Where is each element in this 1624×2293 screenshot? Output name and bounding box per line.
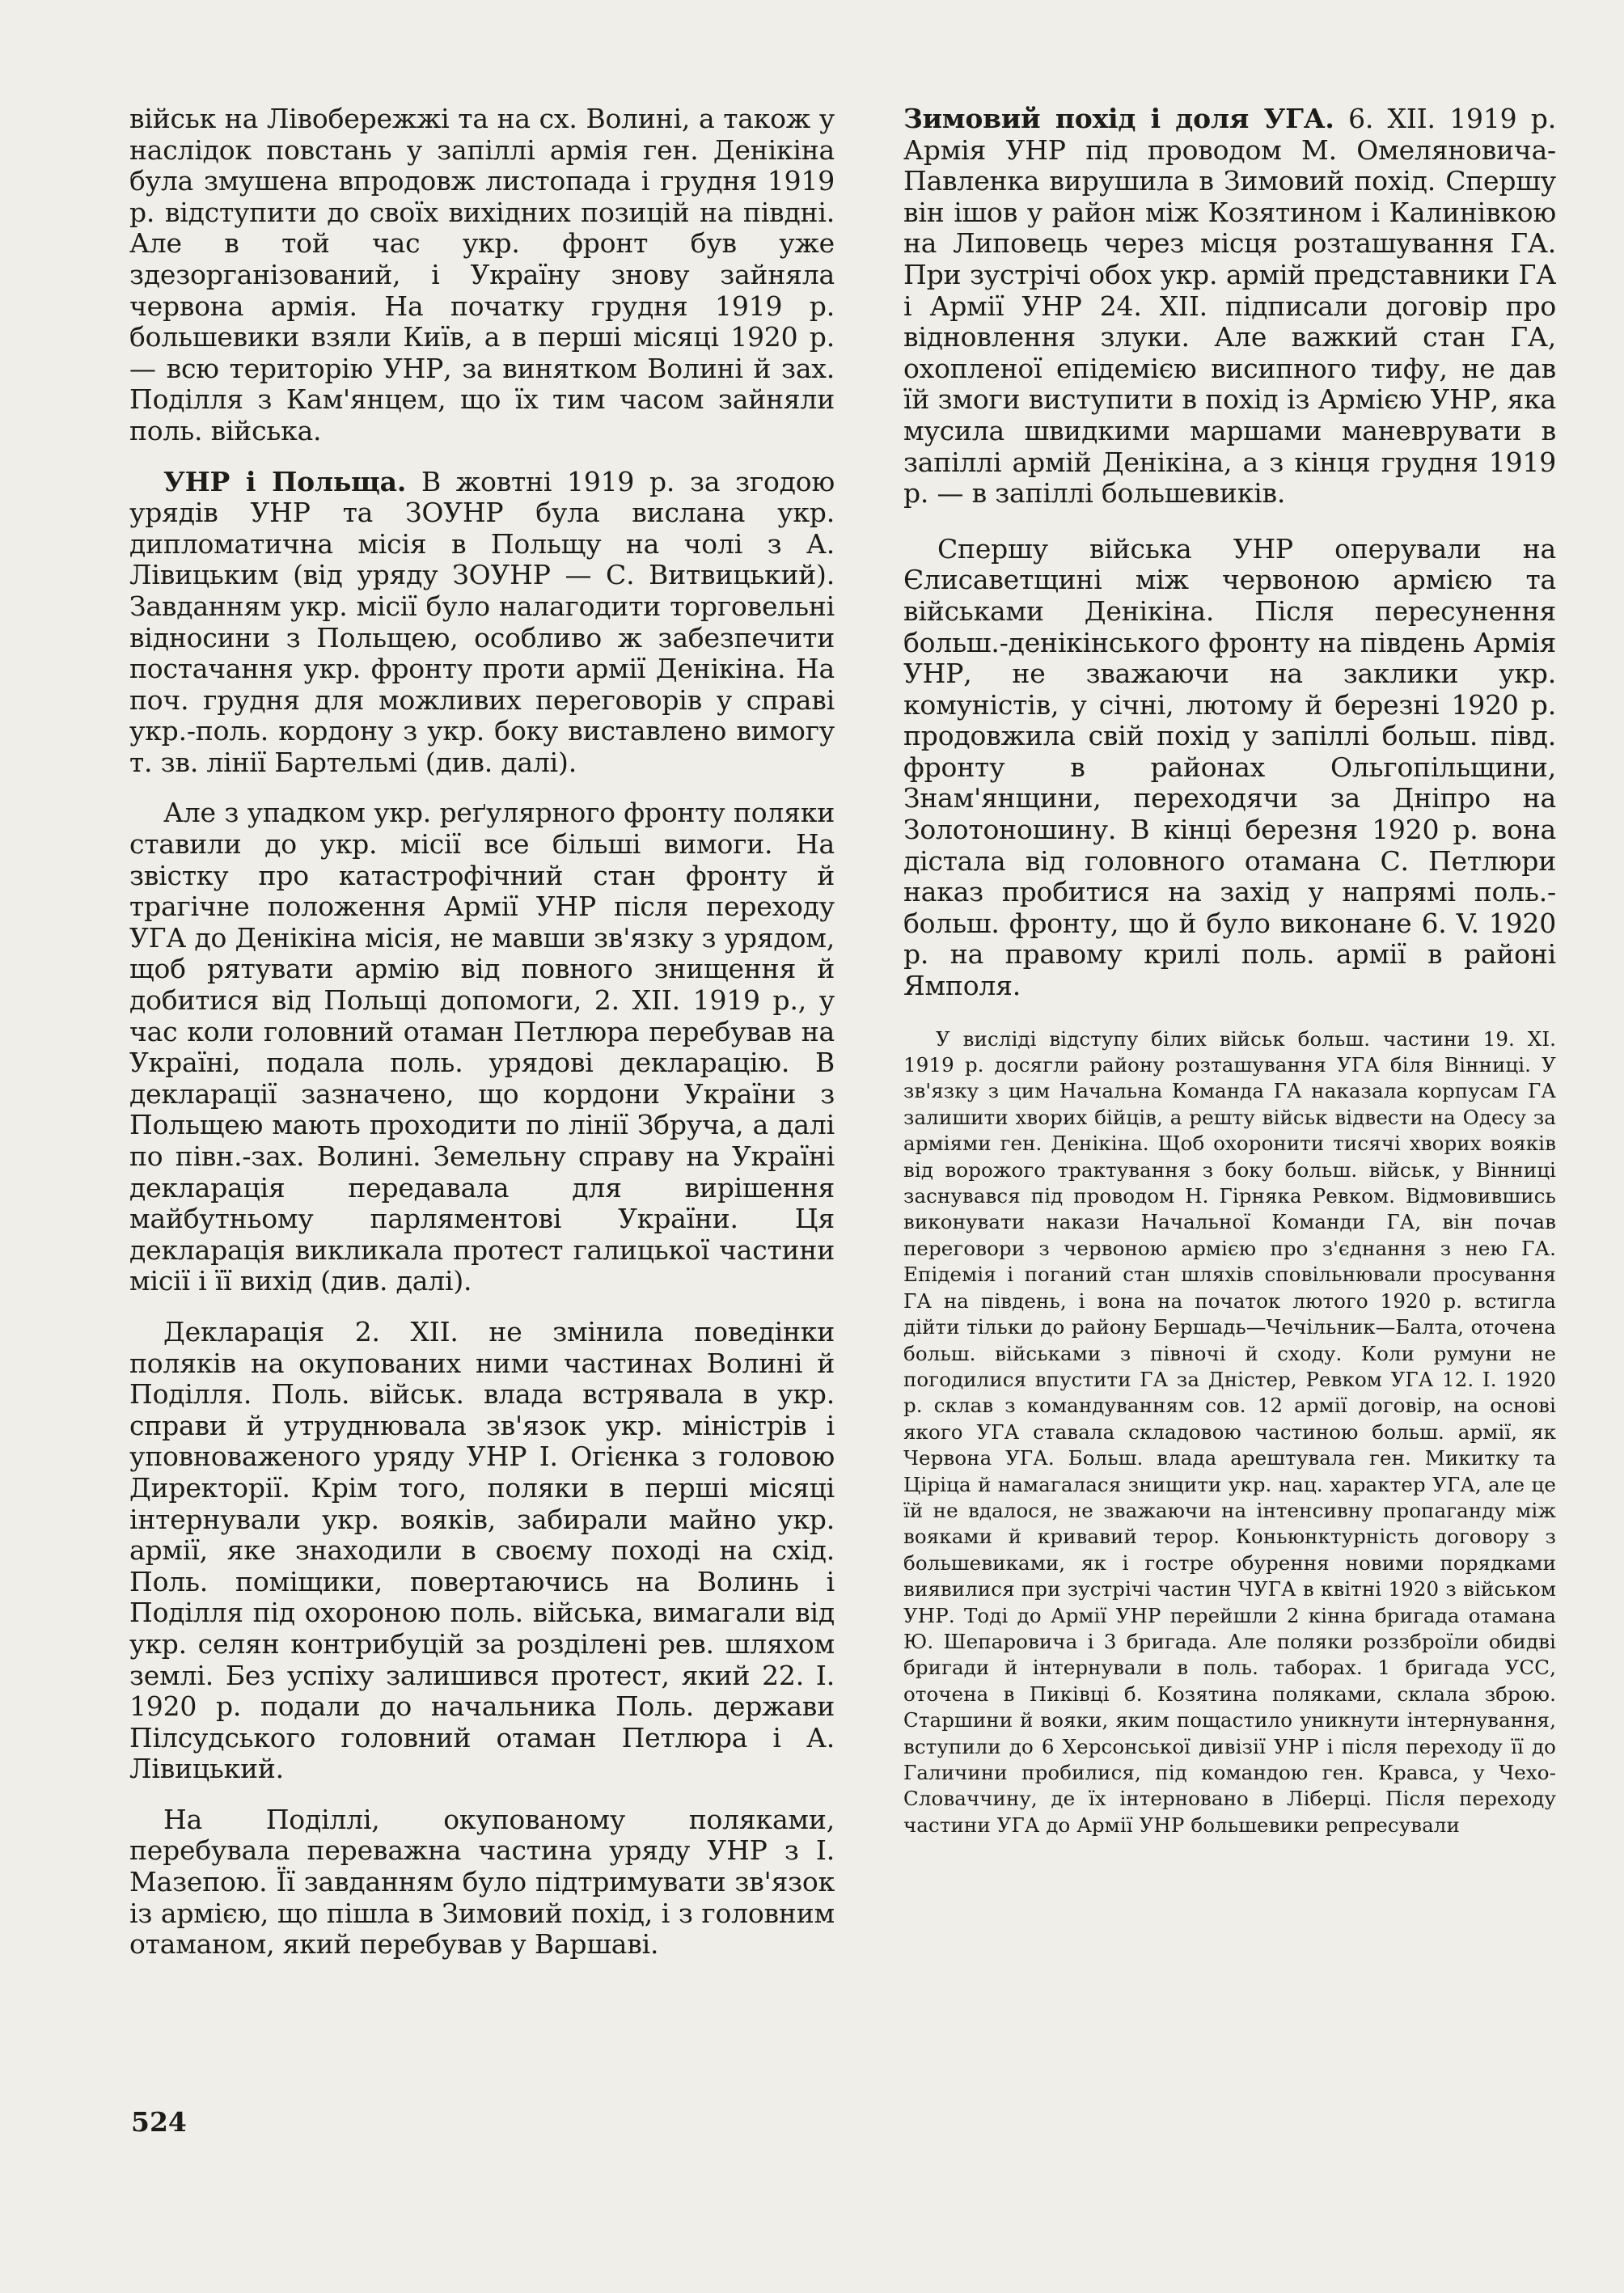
paragraph-text: Але з упадком укр. реґулярного фронту поляки ставили до укр. місії все більші вимоги. На звістку про катастрофічний стан фронту й трагічне положення Армії УНР після переходу УГА до Денікіна місія, не мавши зв'язку з урядом, щоб рятувати армію від повного знищення й добитися від Польщі допомоги, 2. XII. 1919 р., у час коли головний отаман Петлюра перебував на Україні, подала поль. урядові декларацію. В декларації зазначено, що кордони України з Польщею мають проходити по лінії Збруча, а далі по півн.-зах. Волині. Земельну справу на Україні декларація передавала для вирішення майбутньому парляментові України. Ця декларація викликала протест галицької частини місії і її вихід (див. далі). (129, 797, 835, 1297)
paragraph-text: В жовтні 1919 р. за згодою урядів УНР та ЗОУНР була вислана укр. дипломатична місія в Польщу на чолі з А. Лівицьким (від уряду ЗОУНР — С. Витвицький). Завданням укр. місії було налагодити торговельні відносини з Польщею, особливо ж забезпечити постачання укр. фронту проти армії Денікіна. На поч. грудня для можливих переговорів у справі укр.-поль. кордону з укр. боку виставлено вимогу т. зв. лінії Бартельмі (див. далі). (129, 465, 835, 778)
paragraph (129, 797, 835, 1297)
page-number: 524 (131, 2106, 187, 2138)
small-print-paragraph: У висліді відступу білих військ больш. частини 19. XI. 1919 р. досягли району розташування УГА біля Вінниці. У зв'язку з цим Начальна Команда ГА наказала корпусам ГА залишити хворих бійців, а решту військ відвести на Одесу за арміями ген. Денікіна. Щоб охоронити тисячі хворих вояків від ворожого трактування з боку больш. військ, у Вінниці заснувався під проводом Н. Гірняка Ревком. Відмовившись виконувати накази Начальної Команди ГА, він почав переговори з червоною армією про з'єднання з нею ГА. Епідемія і поганий стан шляхів сповільнювали просування ГА на південь, і вона на початок лютого 1920 р. встигла дійти тільки до району Бершадь—Чечільник—Балта, оточена больш. військами з півночі й сходу. Коли румуни не погодилися впустити ГА за Дністер, Ревком УГА 12. І. 1920 р. склав з командуванням сов. 12 армії договір, на основі якого УГА ставала складовою частиною больш. армії, як Червона УГА. Больш. влада арештувала ген. Микитку та Ціріца й намагалася знищити укр. нац. характер УГА, але це їй не вдалося, не зважаючи на інтенсивну пропаганду між вояками й кривавий терор. Коньюнктурність договору з большевиками, як і гостре обурення новими порядками виявилися при зустрічі частин ЧУГА в квітні 1920 з військом УНР. Тоді до Армії УНР перейшли 2 кінна бригада отамана Ю. Шепаровича і 3 бригада. Але поляки роззброїли обидві бригади й інтернували в поль. таборах. 1 бригада УСС, оточена в Пиківці б. Козятина поляками, склала зброю. Старшини й вояки, яким пощастило уникнути інтернування, вступили до 6 Херсонської дивізії УНР і після переходу її до Галичини пробилися, під командою ген. Кравса, у Чехо-Словаччину, де їх інтерновано в Ліберці. Після переходу частини УГА до Армії УНР большевики репресували (903, 1026, 1556, 1837)
section-heading: УНР і Польща. (163, 465, 407, 497)
paragraph (129, 467, 835, 779)
paragraph (129, 104, 835, 447)
paragraph-text: Спершу війська УНР оперували на Єлисаветщині між червоною армією та військами Денікіна. Після пересунення больш.-денікінського фронту на південь Армія УНР, не зважаючи на заклики укр. комуністів, у січні, лютому й березні 1920 р. продовжила свій похід у запіллі больш. півд. фронту в районах Ольгопільщини, Знам'янщини, переходячи за Дніпро на Золотоношину. В кінці березня 1920 р. вона дістала від головного отамана С. Петлюри наказ пробитися на захід у напрямі поль.-больш. фронту, що й було виконане 6. V. 1920 р. на правому крилі поль. армії в районі Ямполя. (903, 532, 1556, 1002)
paragraph (903, 534, 1556, 1002)
paragraph-text: 6. XII. 1919 р. Армія УНР під проводом М. Омеляновича-Павленка вирушила в Зимовий похід. Спершу він ішов у район між Козятином і Калинівкою на Липовець через місця розташування ГА. При зустрічі обох укр. армій представники ГА і Армії УНР 24. XII. підписали договір про відновлення злуки. Але важкий стан ГА, охопленої епідемією висипного тифу, не дав їй змоги виступити в похід із Армією УНР, яка мусила швидкими маршами маневрувати в запіллі армій Денікіна, а з кінця грудня 1919 р. — в запіллі большевиків. (903, 103, 1556, 510)
paragraph-text: На Поділлі, окупованому поляками, перебувала переважна частина уряду УНР з І. Мазепою. Її завданням було підтримувати зв'язок із армією, що пішла в Зимовий похід, і з головним отаманом, який перебував у Варшаві. (129, 1803, 835, 1961)
paragraph-text: військ на Лівобережжі та на сх. Волині, а також у наслідок повстань у запіллі армія ген. Денікіна була змушена впродовж листопада і грудня 1919 р. відступити до своїх вихідних позицій на півдні. Але в той час укр. фронт був уже здезорганізований, і Україну знову зайняла червона армія. На початку грудня 1919 р. большевики взяли Київ, а в перші місяці 1920 р. — всю територію УНР, за винятком Волині й зах. Поділля з Кам'янцем, що їх тим часом зайняли поль. війська. (129, 103, 835, 446)
paragraph (903, 104, 1556, 510)
left-column (129, 104, 835, 1961)
paragraph (129, 1317, 835, 1785)
right-column (903, 104, 1556, 1838)
paragraph (129, 1804, 835, 1961)
section-heading: Зимовий похід і доля УГА. (903, 103, 1334, 134)
paragraph-text: Декларація 2. XII. не змінила поведінки поляків на окупованих ними частинах Волині й Поділля. Поль. військ. влада встрявала в укр. справи й утруднювала зв'язок укр. міністрів і уповноваженого уряду УНР І. Огієнка з головою Директорії. Крім того, поляки в перші місяці інтернували укр. вояків, забирали майно укр. армії, яке знаходили в своєму поході на схід. Поль. поміщики, повертаючись на Волинь і Поділля під охороною поль. війська, вимагали від укр. селян контрибуцій за розділені рев. шляхом землі. Без успіху залишився протест, який 22. І. 1920 р. подали до начальника Поль. держави Пілсудського головний отаман Петлюра і А. Лівицький. (129, 1315, 835, 1785)
